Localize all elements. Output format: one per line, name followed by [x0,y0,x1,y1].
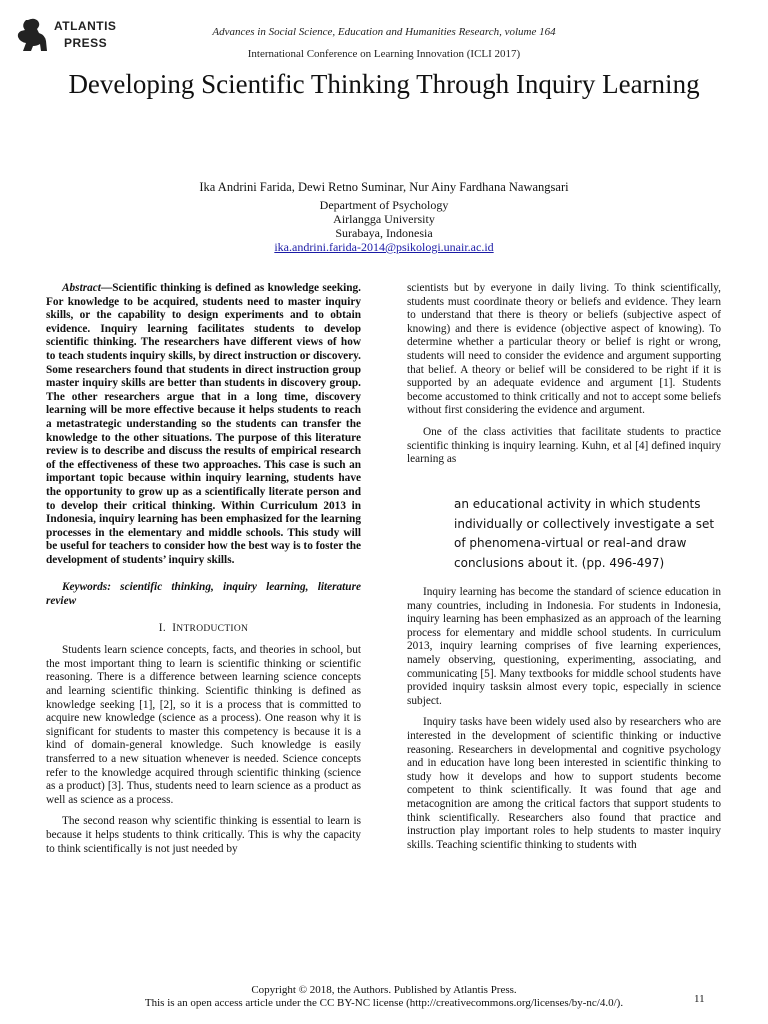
keywords-label: Keywords: [62,581,111,594]
keywords-text: scientific thinking, inquiry learning, literature review [46,581,361,608]
right-paragraph-3: Inquiry learning has become the standard of science education in many countries, including in Indonesia. For students in Indonesia, inquiry learning has been emphasized as an approach of the learning process for elementary and middle school students. In curriculum 2013, inquiry learning comprises of five learning experiences, namely observing, questioning, experimenting, associating, and communicating [5]. Many textbooks for middle school students have provided inquiry tasksin almost every topic, especially in science subject. [407,586,721,707]
series-header: Advances in Social Science, Education and Humanities Research, volume 164 [212,26,556,38]
left-column [46,282,361,856]
block-quote: an educational activity in which students individually or collectively investigate a set of phenomena-virtual or real-and draw conclusions about it. (pp. 496-497) [454,497,715,570]
right-paragraph-4: Inquiry tasks have been widely used also by researchers who are interested in the development of scientific thinking or inductive reasoning. Researchers in developmental and cognitive psychology and in education have long been interested in scientific thinking to study how it develops and how to support students become competent to think scientifically. It was found that age and metacognition are among the critical factors that support students to think scientifically. Researchers also found that practice and instruction play important roles to help students to master inquiry skills. Teaching scientific thinking to students with [407,716,721,851]
abstract [46,282,361,567]
abstract-label: Abstract [62,282,101,294]
intro-paragraph-1: Students learn science concepts, facts, and theories in school, but the most important thing to learn is scientific thinking or scientific reasoning. There is a difference between learning science concepts and learning scientific thinking. Scientific thinking is defined as knowledge seeking [1], [2], so it is a process that is committed to acquire new knowledge (science as a process). One reason why it is significant for students to master this competency is because it is a kind of domain-general knowledge. Such knowledge is easily transferred to a new situation whenever is needed. Science concepts refer to the knowledge acquired through scientific thinking (science as a product) [3]. Thus, students need to learn science as a product as well as science as a process. [46,644,361,806]
keywords [46,581,361,608]
right-column-top [407,282,721,467]
atlantis-press-logo [14,16,124,60]
logo-wordmark-line1: ATLANTIS [54,19,117,33]
right-paragraph-1: scientists but by everyone in daily living. To think scientifically, students must coordinate theory or beliefs and evidence. They learn to understand that there is theory or beliefs (subjective aspect of knowing) and there is evidence (objective aspect of knowing). To determine whether a particular theory or belief is right or wrong, students will need to consider the evidence and argument supporting that belief. A theory or belief will be considered to be right if it is supported by an adequate evidence and argument [1]. Students become accustomed to think critically and not to accept some beliefs without first considering the evidence and argument. [407,282,721,417]
paper-title: Developing Scientific Thinking Through Inquiry Learning [68,69,700,99]
conference-header: International Conference on Learning Innovation (ICLI 2017) [247,48,521,60]
abstract-dash: — [100,282,113,294]
affiliation-department: Department of Psychology [319,198,449,212]
section-number: I. [158,621,166,634]
author-email-link[interactable]: ika.andrini.farida-2014@psikologi.unair.ac.id [274,240,494,254]
section-title-rest: NTRODUCTION [176,623,249,634]
abstract-text: Scientific thinking is defined as knowledge seeking. For knowledge to be acquired, students need to master inquiry skills, or the capability to design experiments and to obtain evidence. Inquiry learning facilitates students to develop scientific thinking. The researchers have different views of how to teach students inquiry skills, by direct instruction or discovery. Some researchers found that students in direct instruction group master inquiry skills are better than students in discovery group. The other researchers argue that in a long time, discovery learning will be more effective because it helps students to reach a metastrategic understanding so the students can transfer the knowledge to the other situations. The purpose of this literature review is to describe and discuss the results of empirical research of the effectiveness of these two approaches. This case is such an important topic because within inquiry learning, students have the opportunity to grow up as a scientifically literate person and to develop their critical thinking. Within Curriculum 2013 in Indonesia, inquiry learning has been emphasized for the learning processes in the elementary and middle schools. This study will be useful for teachers to consider how the best way is to foster the development of students’ inquiry skills. [46,282,361,566]
thinker-icon [14,16,50,56]
right-column-bottom [407,586,721,852]
affiliation-location: Surabaya, Indonesia [335,226,433,240]
footer-license: This is an open access article under the CC BY-NC license (http://creativecommons.org/licenses/by-nc/4.0/). [144,997,624,1009]
right-paragraph-2: One of the class activities that facilitate students to practice scientific thinking is inquiry learning. Kuhn, et al [4] defined inquiry learning as [407,425,721,466]
section-initial: I [172,621,177,634]
affiliation-university: Airlangga University [333,212,435,226]
page-number: 11 [694,993,705,1005]
paper-authors: Ika Andrini Farida, Dewi Retno Suminar, Nur Ainy Fardhana Nawangsari [199,180,569,194]
section-heading-introduction [46,622,361,637]
logo-wordmark-line2: PRESS [64,36,108,50]
intro-paragraph-2: The second reason why scientific thinking is essential to learn is because it helps students to think critically. This is why the capacity to think scientifically is not just needed by [46,815,361,855]
footer-copyright: Copyright © 2018, the Authors. Published by Atlantis Press. [251,984,517,996]
author-email-wrap [60,240,708,254]
